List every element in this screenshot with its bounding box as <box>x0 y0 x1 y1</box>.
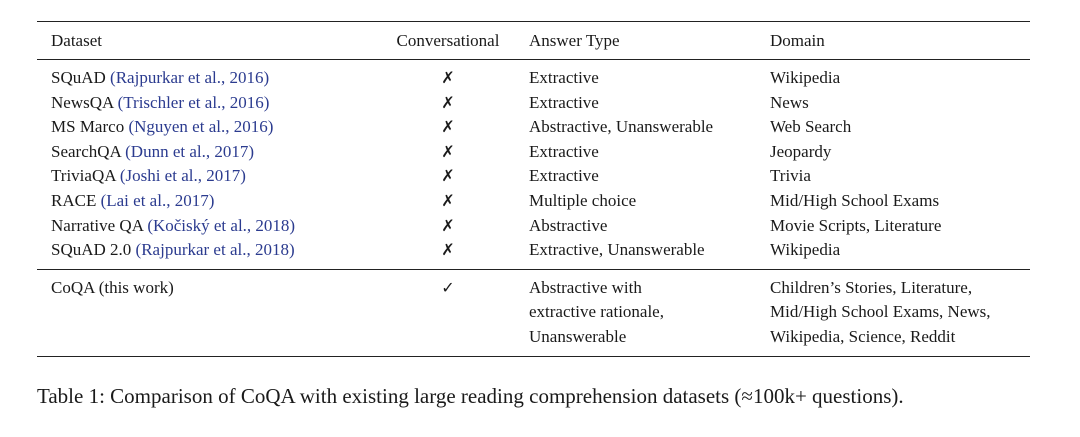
table-row <box>37 164 1030 189</box>
table-row <box>37 115 1030 140</box>
domain-cell: Wikipedia <box>770 240 841 260</box>
cross-mark-icon: ✗ <box>441 166 455 186</box>
citation-link[interactable]: (Rajpurkar et al., 2018) <box>135 240 295 260</box>
cross-mark-icon: ✗ <box>441 141 455 161</box>
domain-cell: Trivia <box>770 166 811 186</box>
header-domain: Domain <box>770 31 825 50</box>
conversational-cell <box>367 140 529 165</box>
table-row <box>37 60 1030 91</box>
existing-datasets-body <box>37 60 1030 270</box>
dataset-cell <box>37 115 367 140</box>
answer-type-cell: Multiple choice <box>529 190 637 210</box>
coqa-body <box>37 269 1030 356</box>
table-row <box>37 91 1030 116</box>
coqa-name-cell: CoQA (this work) <box>51 277 174 297</box>
dataset-cell <box>37 164 367 189</box>
conversational-cell <box>367 115 529 140</box>
dataset-cell <box>37 238 367 269</box>
dataset-name: SQuAD <box>51 68 106 87</box>
dataset-cell <box>37 140 367 165</box>
dataset-name: SearchQA <box>51 141 121 161</box>
domain-cell: News <box>770 92 809 112</box>
dataset-cell <box>37 189 367 214</box>
table-row <box>37 214 1030 239</box>
table-header-row <box>37 22 1030 60</box>
domain-cell: Web Search <box>770 117 852 137</box>
answer-type-cell: Extractive <box>529 141 599 161</box>
citation-link[interactable]: (Kočiský et al., 2018) <box>147 215 296 235</box>
dataset-name: SQuAD 2.0 <box>51 240 132 260</box>
dataset-name: RACE <box>51 190 97 210</box>
conversational-cell <box>367 60 529 91</box>
answer-type-cell: Extractive <box>529 166 599 186</box>
conversational-cell <box>367 164 529 189</box>
conversational-cell <box>367 189 529 214</box>
check-mark-icon: ✓ <box>441 277 455 297</box>
table-row <box>37 140 1030 165</box>
coqa-domain-cell: Children’s Stories, Literature, Mid/High School Exams, News, Wikipedia, Science, Reddit <box>770 277 991 346</box>
comparison-table <box>37 21 1030 357</box>
citation-link[interactable]: (Joshi et al., 2017) <box>119 166 246 186</box>
answer-type-cell: Abstractive, Unanswerable <box>529 117 714 137</box>
answer-type-cell: Abstractive <box>529 215 608 235</box>
citation-link[interactable]: (Dunn et al., 2017) <box>125 141 255 161</box>
header-conversational: Conversational <box>396 31 500 50</box>
answer-type-cell: Extractive <box>529 68 599 87</box>
domain-cell: Mid/High School Exams <box>770 190 940 210</box>
coqa-answer-type-cell: Abstractive with extractive rationale, Unanswerable <box>529 277 664 346</box>
cross-mark-icon: ✗ <box>441 117 455 137</box>
cross-mark-icon: ✗ <box>441 215 455 235</box>
citation-link[interactable]: (Lai et al., 2017) <box>100 190 215 210</box>
table-row <box>37 189 1030 214</box>
cross-mark-icon: ✗ <box>441 240 455 260</box>
dataset-cell <box>37 91 367 116</box>
cross-mark-icon: ✗ <box>441 190 455 210</box>
conversational-cell <box>367 91 529 116</box>
citation-link[interactable]: (Rajpurkar et al., 2016) <box>110 68 270 87</box>
citation-link[interactable]: (Trischler et al., 2016) <box>117 92 270 112</box>
dataset-cell <box>37 214 367 239</box>
dataset-name: NewsQA <box>51 92 114 112</box>
dataset-name: MS Marco <box>51 117 125 137</box>
cross-mark-icon: ✗ <box>441 92 455 112</box>
dataset-cell <box>37 60 367 91</box>
conversational-cell <box>367 214 529 239</box>
table-caption: Table 1: Comparison of CoQA with existing large reading comprehension datasets (≈100k+ questions). <box>37 384 904 408</box>
domain-cell: Jeopardy <box>770 141 832 161</box>
comparison-table-container <box>37 21 1030 357</box>
conversational-cell <box>367 269 529 356</box>
table-row <box>37 238 1030 269</box>
header-answer-type: Answer Type <box>529 31 620 50</box>
dataset-name: TriviaQA <box>51 166 116 186</box>
answer-type-cell: Extractive, Unanswerable <box>529 240 705 260</box>
domain-cell: Movie Scripts, Literature <box>770 215 942 235</box>
coqa-row <box>37 269 1030 356</box>
header-dataset: Dataset <box>51 31 102 50</box>
dataset-name: Narrative QA <box>51 215 144 235</box>
answer-type-cell: Extractive <box>529 92 599 112</box>
conversational-cell <box>367 238 529 269</box>
cross-mark-icon: ✗ <box>441 68 455 87</box>
domain-cell: Wikipedia <box>770 68 841 87</box>
citation-link[interactable]: (Nguyen et al., 2016) <box>128 117 274 137</box>
